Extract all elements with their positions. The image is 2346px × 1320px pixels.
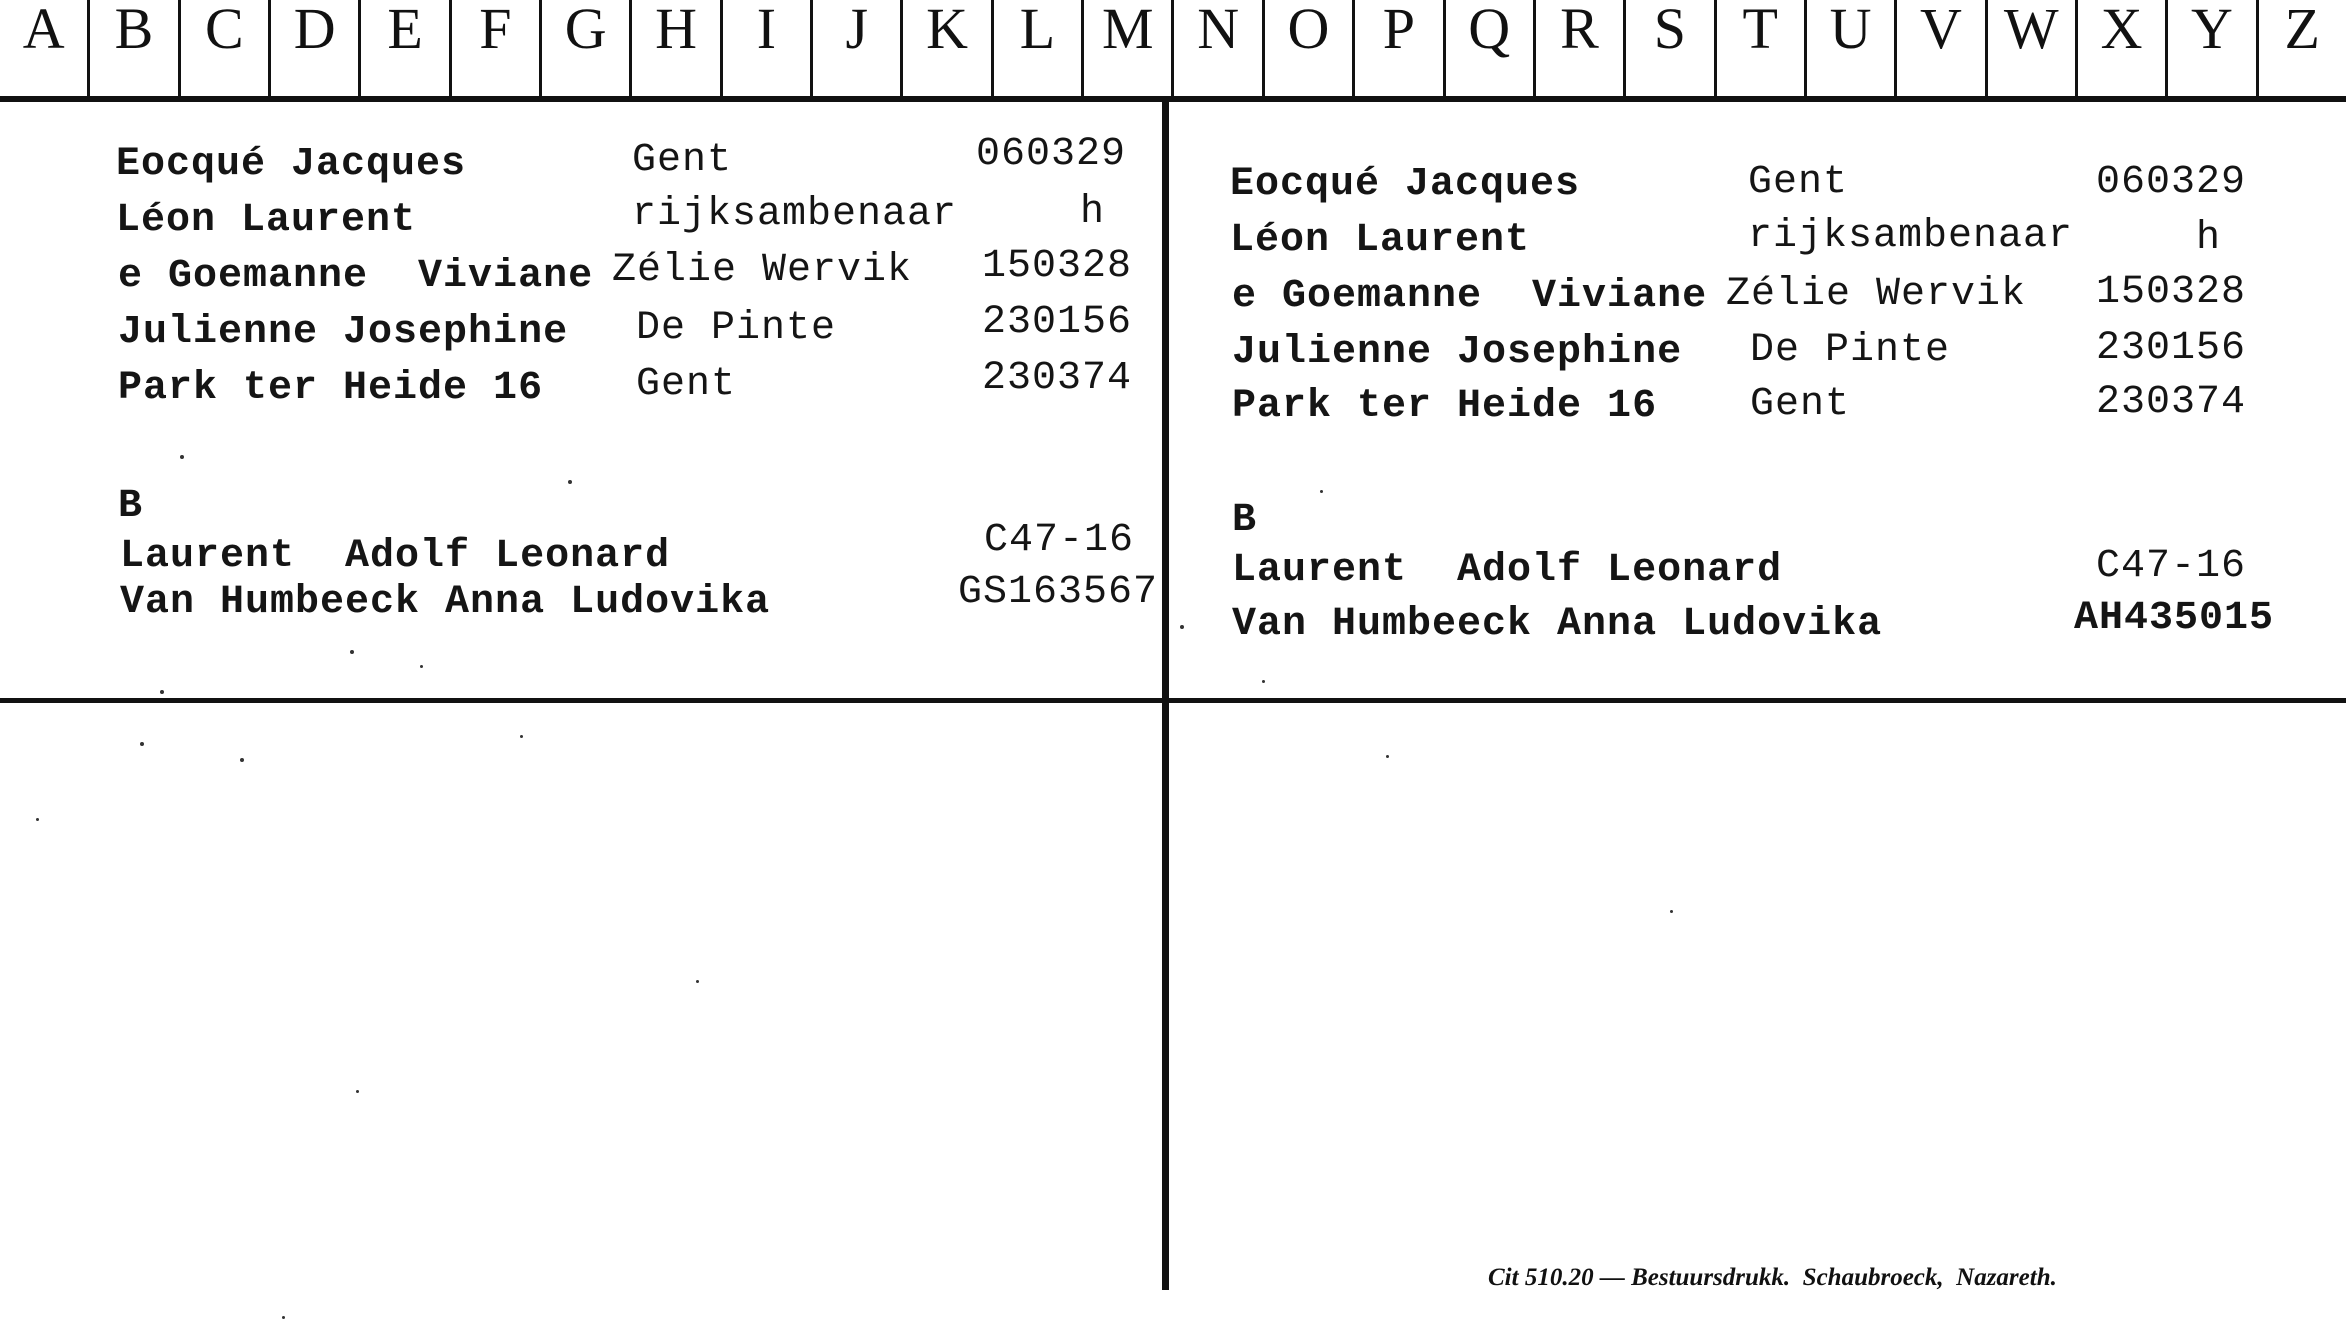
record-name: Eocqué Jacques [1230,162,1581,207]
record-code: 230156 [982,300,1133,345]
scan-speck [282,1316,285,1319]
record-code: C47-16 [984,518,1135,563]
alphabet-tab-p: P [1355,0,1445,96]
record-code: C47-16 [2096,544,2247,589]
record-place: rijksambenaar [632,192,958,237]
record-name: Julienne Josephine [1232,330,1683,375]
record-code: 150328 [2096,270,2247,315]
alphabet-tab-o: O [1265,0,1355,96]
alphabet-tab-i: I [723,0,813,96]
record-name: Julienne Josephine [118,310,569,355]
alphabet-tab-x: X [2078,0,2168,96]
record-code: 230374 [2096,380,2247,425]
section-letter: B [118,484,144,529]
alphabet-tab-c: C [181,0,271,96]
scan-speck [568,480,572,484]
scan-speck [1320,490,1323,493]
alphabet-tab-n: N [1174,0,1264,96]
alphabet-tab-r: R [1536,0,1626,96]
record-code: 150328 [982,244,1133,289]
record-name: Park ter Heide 16 [1232,384,1658,429]
alphabet-tab-k: K [903,0,993,96]
alphabet-tab-a: A [0,0,90,96]
alphabet-index-row [0,0,2346,102]
alphabet-tab-l: L [994,0,1084,96]
scan-speck [1180,625,1184,629]
record-place: Zélie Wervik [1726,272,2027,317]
scan-speck [1670,910,1673,913]
scan-speck [240,758,244,762]
printer-footer: Cit 510.20 — Bestuursdrukk. Schaubroeck, Nazareth. [1488,1264,2057,1291]
record-name: Léon Laurent [116,198,417,243]
alphabet-tab-f: F [452,0,542,96]
horizontal-divider [0,698,2346,703]
record-code: 060329 [2096,160,2247,205]
record-name: Léon Laurent [1230,218,1531,263]
alphabet-tab-s: S [1626,0,1716,96]
alphabet-tab-m: M [1084,0,1174,96]
record-place: Gent [1750,382,1851,427]
record-code: h [2196,216,2222,261]
record-place: De Pinte [1750,328,1951,373]
scan-speck [36,818,39,821]
scan-speck [140,742,144,746]
record-code: h [1080,190,1106,235]
record-name: Eocqué Jacques [116,142,467,187]
scan-speck [356,1090,359,1093]
record-code: 230374 [982,356,1133,401]
alphabet-tab-z: Z [2284,0,2320,61]
alphabet-tab-d: D [271,0,361,96]
record-name: Laurent Adolf Leonard [120,534,671,579]
scan-speck [1386,755,1389,758]
record-name: Van Humbeeck Anna Ludovika [1232,602,1883,647]
record-name: Laurent Adolf Leonard [1232,548,1783,593]
alphabet-tab-u: U [1807,0,1897,96]
alphabet-tab-q: Q [1446,0,1536,96]
alphabet-tab-e: E [361,0,451,96]
alphabet-tab-w: W [1988,0,2078,96]
record-code: 230156 [2096,326,2247,371]
record-name: e Goemanne Viviane [118,254,594,299]
scan-speck [350,650,354,654]
alphabet-tab-h: H [632,0,722,96]
alphabet-tab-y: Y [2168,0,2258,96]
record-name: e Goemanne Viviane [1232,274,1708,319]
scan-speck [180,455,184,459]
record-name: Park ter Heide 16 [118,366,544,411]
record-code: 060329 [976,132,1127,177]
scan-speck [696,980,699,983]
section-letter: B [1232,498,1258,543]
alphabet-tab-g: G [542,0,632,96]
alphabet-tab-t: T [1717,0,1807,96]
vertical-divider [1162,102,1169,1290]
alphabet-tab-j: J [813,0,903,96]
alphabet-tab-v: V [1897,0,1987,96]
record-code: GS163567 [958,570,1159,615]
scan-speck [160,690,164,694]
scan-speck [520,735,523,738]
record-code: AH435015 [2074,596,2275,641]
record-place: Gent [636,362,737,407]
scan-speck [420,665,423,668]
record-place: rijksambenaar [1748,214,2074,259]
record-name: Van Humbeeck Anna Ludovika [120,580,771,625]
record-place: De Pinte [636,306,837,351]
record-place: Gent [632,138,733,183]
record-place: Gent [1748,160,1849,205]
scan-speck [1262,680,1265,683]
alphabet-tab-b: B [90,0,180,96]
record-place: Zélie Wervik [612,248,913,293]
